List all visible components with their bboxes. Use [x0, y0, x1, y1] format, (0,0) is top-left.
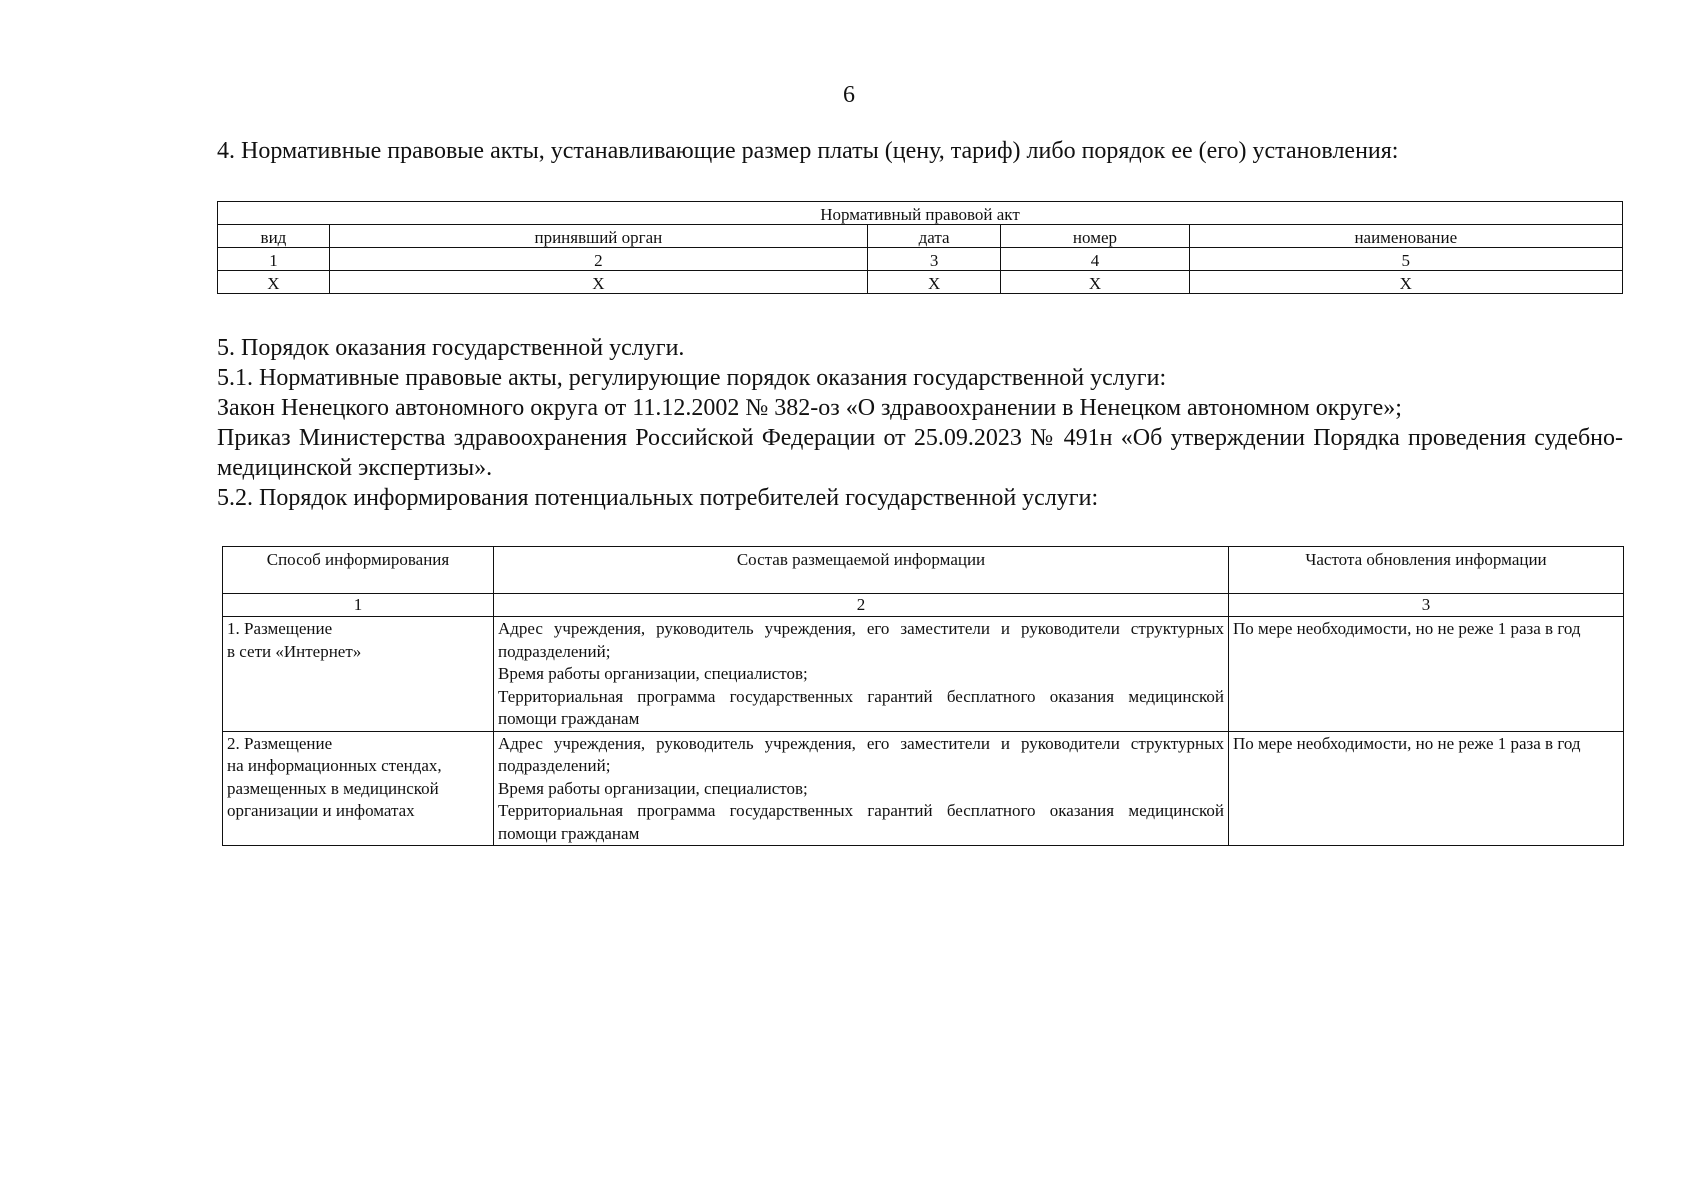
content-line: Территориальная программа государственных гарантий бесплатного оказания медицинской помощи гражданам: [498, 801, 1224, 843]
column-header: номер: [1001, 225, 1189, 248]
method-line: в сети «Интернет»: [227, 641, 362, 661]
tariff-acts-table: [217, 201, 1623, 294]
column-number: 5: [1189, 248, 1622, 271]
column-number: 1: [218, 248, 330, 271]
section-5-heading: 5. Порядок оказания государственной услуги.: [217, 335, 685, 361]
column-header: Состав размещаемой информации: [494, 547, 1229, 594]
table-cell: X: [1001, 271, 1189, 294]
column-header: Частота обновления информации: [1229, 547, 1624, 594]
column-number: 3: [1229, 594, 1624, 617]
section-4-heading: 4. Нормативные правовые акты, устанавливающие размер платы (цену, тариф) либо порядок ее (его) установления:: [217, 138, 1399, 164]
method-line: организации и инфоматах: [227, 801, 415, 820]
legal-act: Закон Ненецкого автономного округа от 11.12.2002 № 382-оз «О здравоохранении в Ненецком автономном округе»;: [217, 395, 1402, 421]
column-number: 3: [867, 248, 1000, 271]
legal-act: Приказ Министерства здравоохранения Российской Федерации от 25.09.2023 № 491н «Об утверждении Порядка проведения судебно-медицинской экспертизы».: [217, 425, 1623, 481]
content-line: Адрес учреждения, руководитель учреждения, его заместители и руководители структурных подразделений;: [498, 619, 1224, 661]
content-line: Адрес учреждения, руководитель учреждения, его заместители и руководители структурных подразделений;: [498, 733, 1224, 775]
section-5-1-heading: 5.1. Нормативные правовые акты, регулирующие порядок оказания государственной услуги:: [217, 365, 1167, 391]
column-number-row: [218, 248, 1623, 271]
column-header: Способ информирования: [223, 547, 494, 594]
table-row: [223, 617, 1624, 732]
method-line: 1. Размещение: [227, 619, 333, 638]
method-cell: [223, 731, 494, 846]
content-line: Территориальная программа государственных гарантий бесплатного оказания медицинской помощи гражданам: [498, 686, 1224, 728]
content-cell: [494, 617, 1229, 732]
table-row: [218, 271, 1623, 294]
content-cell: [494, 731, 1229, 846]
table-cell: X: [329, 271, 867, 294]
table-cell: X: [1189, 271, 1622, 294]
method-line: размещенных в медицинской: [227, 778, 439, 798]
table-cell: X: [867, 271, 1000, 294]
content-line: Время работы организации, специалистов;: [498, 664, 808, 683]
table-header-row: [218, 225, 1623, 248]
frequency-cell: По мере необходимости, но не реже 1 раза в год: [1229, 617, 1624, 732]
section-5-2-heading: 5.2. Порядок информирования потенциальных потребителей государственной услуги:: [217, 485, 1099, 511]
method-line: 2. Размещение: [227, 733, 333, 753]
section-5-text: [217, 333, 1623, 513]
column-header: наименование: [1189, 225, 1622, 248]
column-header: вид: [218, 225, 330, 248]
column-number: 1: [223, 594, 494, 617]
column-number-row: [223, 594, 1624, 617]
column-number: 2: [494, 594, 1229, 617]
column-number: 2: [329, 248, 867, 271]
table-header-row: [223, 547, 1624, 594]
column-header: дата: [867, 225, 1000, 248]
table-title: Нормативный правовой акт: [218, 202, 1623, 225]
table-cell: X: [218, 271, 330, 294]
page-number: 6: [843, 82, 855, 108]
table-row: [223, 731, 1624, 846]
frequency-cell: По мере необходимости, но не реже 1 раза в год: [1229, 731, 1624, 846]
information-table: [222, 546, 1624, 846]
method-line: на информационных стендах,: [227, 756, 442, 775]
method-cell: [223, 617, 494, 732]
column-number: 4: [1001, 248, 1189, 271]
column-header: принявший орган: [329, 225, 867, 248]
content-line: Время работы организации, специалистов;: [498, 778, 808, 798]
